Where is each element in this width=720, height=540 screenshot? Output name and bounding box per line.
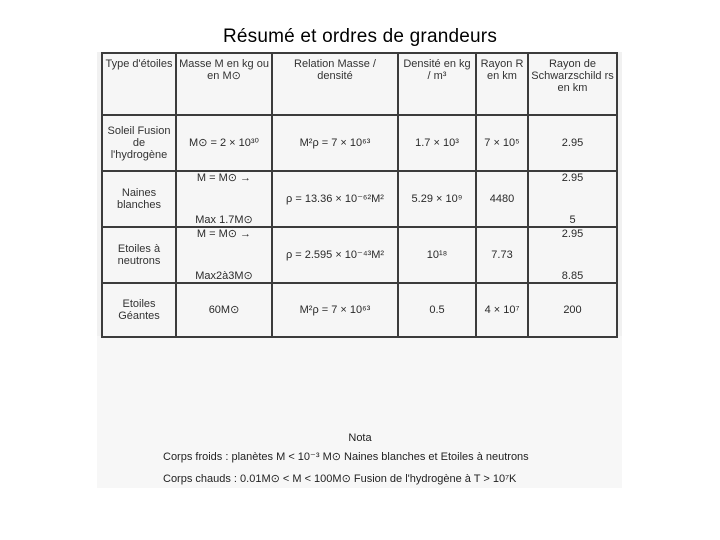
cell-schwarzschild: [528, 227, 617, 283]
cell-density: 10¹⁸: [398, 227, 476, 283]
cell-mass-top: M = M⊙ →: [196, 172, 252, 184]
cell-mass: 60M⊙: [176, 283, 272, 337]
cell-relation: M²ρ = 7 × 10⁶³: [272, 283, 398, 337]
cell-density: 1.7 × 10³: [398, 115, 476, 171]
nota-line-hot: Corps chauds : 0.01M⊙ < M < 100M⊙ Fusion de l'hydrogène à T > 10⁷K: [163, 473, 517, 485]
header-schwarzschild: Rayon de Schwarzschild rs en km: [528, 53, 617, 115]
cell-type: Etoiles à neutrons: [102, 227, 176, 283]
cell-mass: [176, 227, 272, 283]
table-header-row: [102, 53, 617, 115]
cell-density: 5.29 × 10⁹: [398, 171, 476, 227]
cell-type: Soleil Fusion de l'hydrogène: [102, 115, 176, 171]
header-relation: Relation Masse / densité: [272, 53, 398, 115]
cell-rs-bottom: 5: [569, 214, 576, 226]
cell-type: Naines blanches: [102, 171, 176, 227]
cell-rs-top: 2.95: [561, 228, 584, 240]
table-row: [102, 115, 617, 171]
cell-rs-top: 2.95: [561, 172, 584, 184]
cell-schwarzschild: 2.95: [528, 115, 617, 171]
cell-relation: M²ρ = 7 × 10⁶³: [272, 115, 398, 171]
nota-line-cold: Corps froids : planètes M < 10⁻³ M⊙ Naines blanches et Etoiles à neutrons: [163, 451, 529, 463]
header-mass: Masse M en kg ou en M⊙: [176, 53, 272, 115]
cell-rs-bottom: 8.85: [561, 270, 584, 282]
page-title: Résumé et ordres de grandeurs: [222, 26, 498, 47]
table-row: [102, 227, 617, 283]
cell-radius: 7 × 10⁵: [476, 115, 528, 171]
cell-type: Etoiles Géantes: [102, 283, 176, 337]
cell-schwarzschild: 200: [528, 283, 617, 337]
cell-mass: M⊙ = 2 × 10³⁰: [176, 115, 272, 171]
table-row: [102, 283, 617, 337]
cell-relation: ρ = 2.595 × 10⁻⁴³M²: [272, 227, 398, 283]
cell-radius: 7.73: [476, 227, 528, 283]
header-type: Type d'étoiles: [102, 53, 176, 115]
cell-mass-bottom: Max 1.7M⊙: [195, 214, 253, 226]
cell-relation: ρ = 13.36 × 10⁻⁶²M²: [272, 171, 398, 227]
cell-mass: [176, 171, 272, 227]
table-row: [102, 171, 617, 227]
scan-lower-area: [97, 336, 622, 488]
cell-radius: 4 × 10⁷: [476, 283, 528, 337]
header-density: Densité en kg / m³: [398, 53, 476, 115]
summary-table: [101, 52, 618, 338]
cell-radius: 4480: [476, 171, 528, 227]
cell-schwarzschild: [528, 171, 617, 227]
header-radius: Rayon R en km: [476, 53, 528, 115]
nota-heading: Nota: [348, 432, 372, 444]
cell-mass-top: M = M⊙ →: [196, 228, 252, 240]
cell-density: 0.5: [398, 283, 476, 337]
cell-mass-bottom: Max2à3M⊙: [195, 270, 253, 282]
